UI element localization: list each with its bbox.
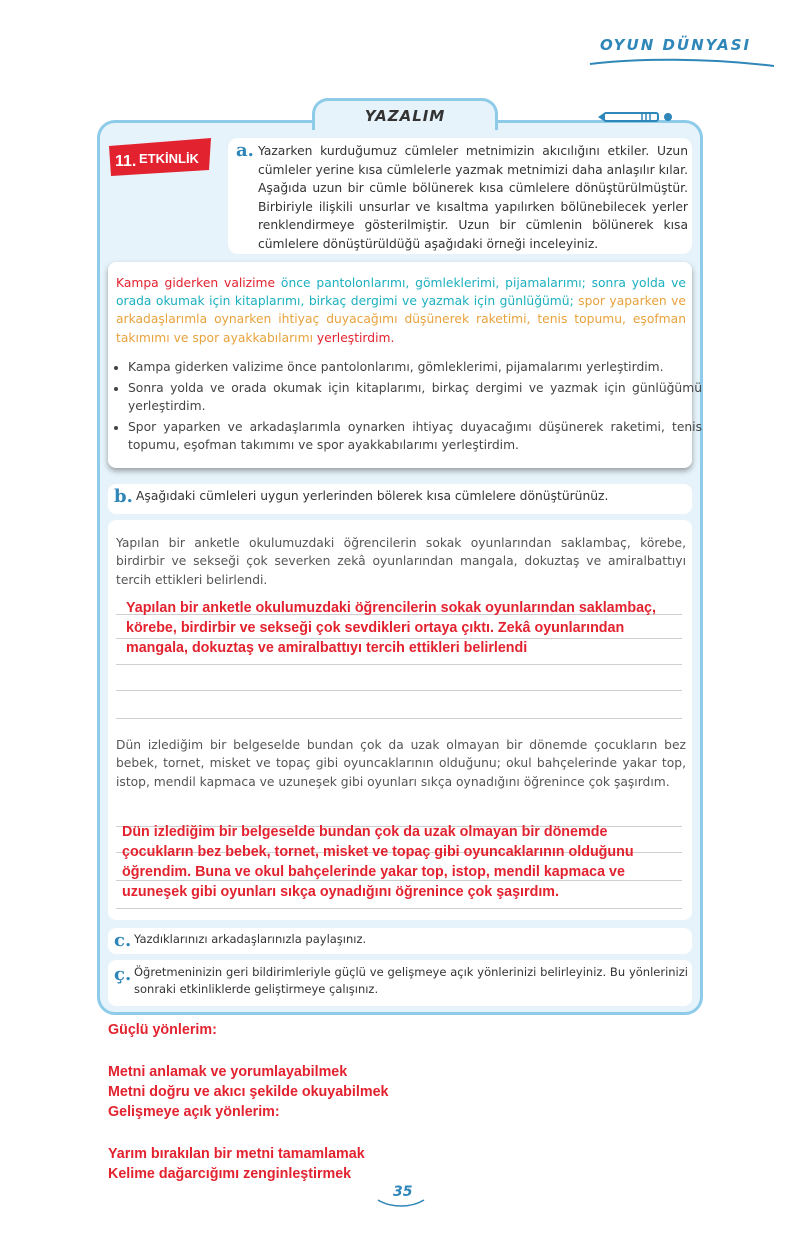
part-b-letter: b. <box>114 486 133 507</box>
part-cc-letter: ç. <box>114 964 132 985</box>
example-paragraph <box>116 274 686 347</box>
strong-points-heading: Güçlü yönlerim: <box>108 1022 217 1038</box>
list-item: • Kampa giderken valizime önce pantolonlarımı, gömleklerimi, pijamalarımı yerleştirdim. <box>128 358 702 377</box>
strong-point: Metni doğru ve akıcı şekilde okuyabilmek <box>108 1084 389 1100</box>
example-bullets <box>112 358 702 457</box>
activity-badge <box>105 136 215 178</box>
writing-line <box>116 718 682 719</box>
page-number-swoosh <box>376 1196 426 1210</box>
page-header-title: OYUN DÜNYASI <box>600 36 752 54</box>
part-c-letter: c. <box>114 930 132 951</box>
header-underline <box>588 54 778 72</box>
writing-line <box>116 690 682 691</box>
section-tab <box>312 98 498 130</box>
pencil-icon <box>598 110 676 124</box>
part-c-text: Yazdıklarınızı arkadaşlarınızla paylaşınız. <box>134 932 367 946</box>
improvement-point: Kelime dağarcığımı zenginleştirmek <box>108 1166 352 1182</box>
example-seg-5: yerleştirdim. <box>316 330 395 345</box>
writing-line <box>116 664 682 665</box>
sentence-2: Dün izlediğim bir belgeselde bundan çok da uzak olmayan bir dönemde çocukların bez bebek, tornet, misket ve topaç gibi oyuncaklarının olduğunu; okul bahçelerinde yakar top, istop, mendil kapmaca ve uzuneşek gibi oyunları sıkça oynadığını öğrenince çok şaşırdım. <box>116 738 686 789</box>
improvement-point: Yarım bırakılan bir metni tamamlamak <box>108 1146 365 1162</box>
part-b-instruction: Aşağıdaki cümleleri uygun yerlerinden bölerek kısa cümlelere dönüştürünüz. <box>136 489 609 503</box>
answer-1[interactable]: Yapılan bir anketle okulumuzdaki öğrencilerin sokak oyunlarından saklambaç, körebe, birdirbir ve sekseği çok sevdikleri ortaya çıktı. Zekâ oyunlarından mangala, dokuztaş ve amiralbattıyı tercih ettikleri belirlendi <box>126 600 656 656</box>
strong-point: Metni anlamak ve yorumlayabilmek <box>108 1064 348 1080</box>
sentence-1: Yapılan bir anketle okulumuzdaki öğrencilerin sokak oyunlarından saklambaç, körebe, birdirbir ve sekseği çok severken zekâ oyunlarından mangala, dokuztaş ve amiralbattıyı tercih ettikleri belirlendi. <box>116 536 686 587</box>
improvement-heading: Gelişmeye açık yönlerim: <box>108 1104 280 1120</box>
example-seg-3: sonra yolda ve orada okumak için kitaplarımı, birkaç dergimi ve yazmak için günlüğümü; <box>116 276 686 309</box>
list-item: • Spor yaparken ve arkadaşlarımla oynarken ihtiyaç duyacağımı düşünerek raketimi, tenis topumu, eşofman takımımı ve spor ayakkabılarımı yerleştirdim. <box>128 418 702 455</box>
example-seg-4: spor yaparken ve arkadaşlarımla oynarken ihtiyaç duyacağımı düşünerek raketimi, tenis topumu, eşofman takımımı ve spor ayakkabılarımı <box>116 294 686 345</box>
writing-line <box>116 908 682 909</box>
example-seg-2: önce pantolonlarımı, gömleklerimi, pijamalarımı; <box>280 276 592 290</box>
activity-number: 11. <box>115 153 137 170</box>
activity-label: ETKİNLİK <box>139 151 199 166</box>
part-a-text: Yazarken kurduğumuz cümleler metnimizin akıcılığını etkiler. Uzun cümleler yerine kısa cümlelerle yazmak metnimizi daha anlaşılır kılar. Aşağıda uzun bir cümle bölünerek kısa cümlelere dönüştürülmüştür. Birbiriyle ilişkili unsurlar ve kısaltma yapılırken bölünebilecek yerler renklendirmeye gösterilmiştir. Uzun bir cümlenin bölünerek kısa cümlelere dönüştürüldüğü aşağıdaki örneği inceleyiniz. <box>258 144 688 251</box>
example-seg-1: Kampa giderken valizime <box>116 276 281 290</box>
answer-2[interactable]: Dün izlediğim bir belgeselde bundan çok da uzak olmayan bir dönemde çocukların bez bebek, tornet, misket ve topaç gibi oyuncaklarının olduğunu öğrendim. Buna ve okul bahçelerinde yakar top, istop, mendil kapmaca ve uzuneşek gibi oyunları sıkça oynadığını öğrenince çok şaşırdım. <box>122 824 634 900</box>
page-number: 35 <box>393 1184 413 1200</box>
part-a-letter: a. <box>236 140 254 161</box>
list-item: • Sonra yolda ve orada okumak için kitaplarımı, birkaç dergimi ve yazmak için günlüğümü yerleştirdim. <box>128 379 702 416</box>
section-tab-label: YAZALIM <box>364 107 446 125</box>
part-cc-text: Öğretmeninizin geri bildirimleriyle güçlü ve gelişmeye açık yönlerinizi belirleyiniz. Bu yönlerinizi sonraki etkinliklerde geliştirmeye çalışınız. <box>134 965 688 996</box>
